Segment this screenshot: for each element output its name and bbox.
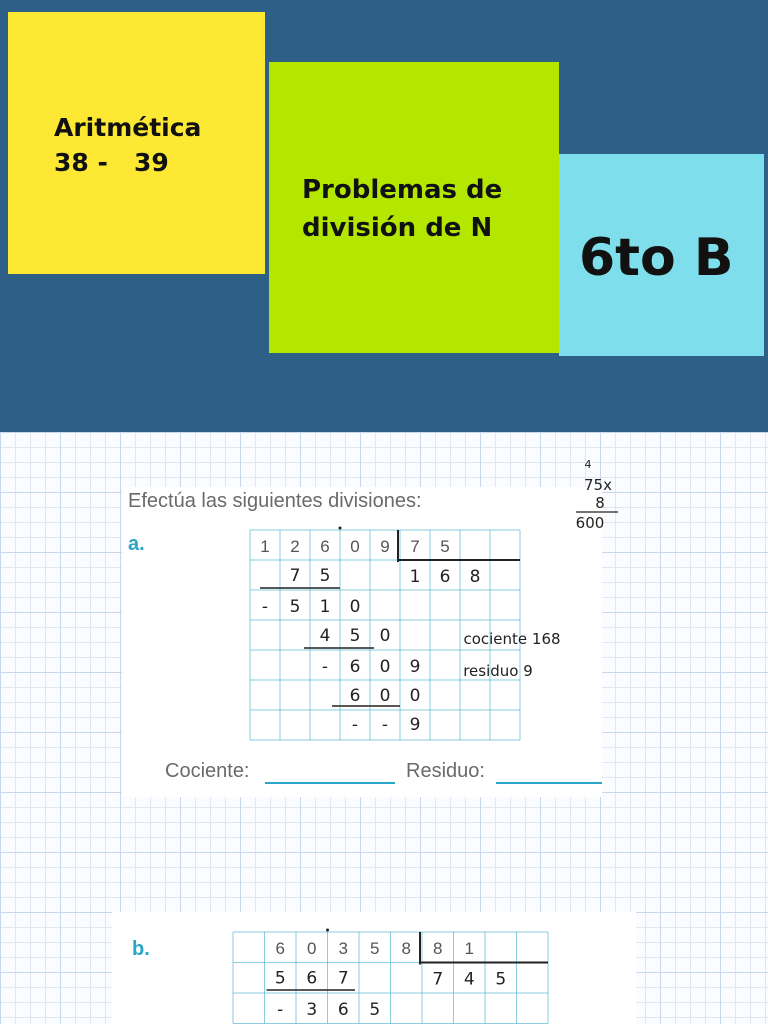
quotient-digit: 6: [439, 567, 451, 587]
work-digit: 6: [306, 968, 318, 989]
mark-dot: [326, 929, 329, 932]
dividend-digit: 0: [307, 939, 317, 958]
divisor-digit: 7: [410, 537, 420, 556]
work-digit: 0: [379, 657, 391, 677]
work-digit: 9: [409, 657, 421, 677]
margin-calc-factor: 75x: [584, 476, 612, 494]
lesson-title-line2: división de N: [302, 213, 493, 243]
work-digit: 0: [409, 686, 421, 706]
work-digit: 6: [349, 657, 361, 677]
problem-b-label: b.: [132, 938, 150, 960]
work-digit: 3: [306, 1000, 318, 1020]
dividend-digit: 2: [290, 537, 300, 556]
divisor-digit: 5: [440, 537, 450, 556]
work-digit: 5: [349, 626, 361, 646]
class-name: 6to B: [579, 228, 734, 288]
quotient-digit: 7: [432, 969, 444, 990]
quotient-digit: 5: [495, 969, 507, 990]
dividend-digit: 0: [350, 537, 360, 556]
note-residue: residuo 9: [463, 662, 533, 680]
dividend-digit: 6: [275, 939, 285, 958]
dividend-digit: 5: [370, 939, 380, 958]
work-digit: 5: [319, 566, 331, 586]
quotient-digit: 4: [463, 969, 475, 990]
work-digit: 6: [337, 1000, 349, 1020]
work-digit: 0: [379, 686, 391, 706]
work-digit: 0: [379, 626, 391, 646]
lesson-title-line1: Problemas de: [302, 175, 503, 205]
work-digit: 5: [274, 968, 286, 989]
instruction-text: Efectúa las siguientes divisiones:: [128, 490, 422, 512]
work-digit: 4: [319, 626, 331, 646]
work-digit: 5: [369, 1000, 381, 1020]
quotient-label: Cociente:: [165, 760, 250, 782]
divisor-digit: 8: [433, 939, 443, 958]
work-digit: -: [261, 597, 269, 617]
work-digit: 7: [337, 968, 349, 989]
problem-a-label: a.: [128, 533, 145, 555]
work-digit: 6: [349, 686, 361, 706]
work-digit: 7: [289, 566, 301, 586]
dividend-digit: 3: [338, 939, 348, 958]
work-digit: 9: [409, 715, 421, 735]
margin-calc-carry: 4: [584, 458, 592, 471]
margin-calc-factor: 8: [595, 494, 605, 512]
work-digit: -: [321, 657, 329, 677]
work-digit: -: [351, 715, 359, 735]
dividend-digit: 9: [380, 537, 390, 556]
quotient-digit: 8: [469, 567, 481, 587]
dividend-digit: 8: [401, 939, 411, 958]
work-digit: 0: [349, 597, 361, 617]
topic-pages: 38 - 39: [54, 148, 169, 177]
note-quotient: cociente 168: [463, 630, 561, 648]
work-digit: -: [277, 1000, 284, 1020]
divisor-digit: 1: [464, 939, 474, 958]
work-digit: -: [381, 715, 389, 735]
topic-title: Aritmética: [54, 113, 202, 142]
work-digit: 1: [319, 597, 331, 617]
margin-calc-result: 600: [575, 514, 605, 532]
quotient-digit: 1: [409, 567, 421, 587]
work-digit: 5: [289, 597, 301, 617]
dividend-digit: 6: [320, 537, 330, 556]
dividend-digit: 1: [260, 537, 270, 556]
mark-dot: [339, 527, 342, 530]
residue-label: Residuo:: [406, 760, 485, 782]
